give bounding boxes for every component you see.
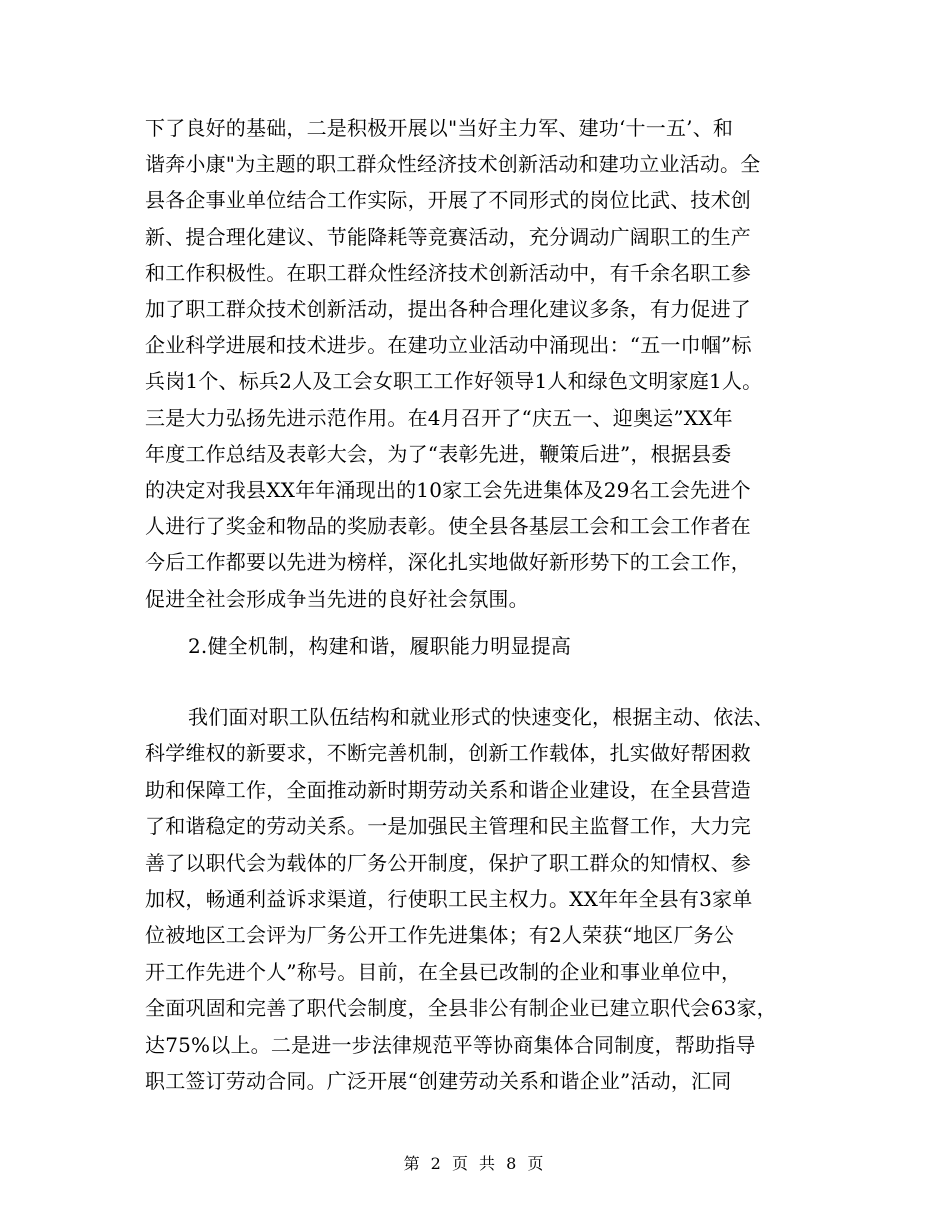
paragraph-line: 开工作先进个人”称号。目前，在全县已改制的企业和事业单位中， [145, 959, 742, 984]
paragraph-line: 助和保障工作，全面推动新时期劳动关系和谐企业建设，在全县营造 [145, 777, 751, 802]
paragraph-line: 全面巩固和完善了职代会制度，全县非公有制企业已建立职代会63家， [145, 996, 777, 1021]
paragraph-line: 达75%以上。二是进一步法律规范平等协商集体合同制度，帮助指导 [145, 1032, 756, 1057]
paragraph-line: 县各企事业单位结合工作实际，开展了不同形式的岗位比武、技术创 [145, 188, 751, 213]
paragraph-line: 新、提合理化建议、节能降耗等竞赛活动，充分调动广阔职工的生产 [145, 224, 751, 249]
paragraph-line: 兵岗1个、标兵2人及工会女职工工作好领导1人和绿色文明家庭1人。 [145, 369, 763, 394]
page-footer: 第 2 页 共 8 页 [403, 1154, 547, 1173]
section-heading: 2.健全机制，构建和谐，履职能力明显提高 [188, 634, 572, 658]
paragraph-line: 和工作积极性。在职工群众性经济技术创新活动中，有千余名职工参 [145, 260, 751, 285]
paragraph-line: 今后工作都要以先进为榜样，深化扎实地做好新形势下的工会工作， [145, 550, 751, 575]
paragraph-line: 加权，畅通利益诉求渠道，行使职工民主权力。XX年年全县有3家单 [145, 887, 753, 911]
paragraph-line: 职工签订劳动合同。广泛开展“创建劳动关系和谐企业”活动，汇同 [145, 1069, 732, 1093]
paragraph-line: 科学维权的新要求，不断完善机制，创新工作载体，扎实做好帮困救 [145, 741, 751, 766]
paragraph-line: 的决定对我县XX年年涌现出的10家工会先进集体及29名工会先进个 [145, 478, 751, 502]
paragraph-line: 下了良好的基础，二是积极开展以"当好主力军、建功‘十一五’、和 [145, 116, 734, 140]
paragraph-line: 谐奔小康"为主题的职工群众性经济技术创新活动和建功立业活动。全 [145, 152, 761, 177]
paragraph-line: 企业科学进展和技术进步。在建功立业活动中涌现出：“五一巾帼”标 [145, 333, 752, 358]
paragraph-line: 促进全社会形成争当先进的良好社会氛围。 [145, 586, 529, 611]
paragraph-line: 加了职工群众技术创新活动，提出各种合理化建议多条，有力促进了 [145, 297, 751, 321]
paragraph-line: 年度工作总结及表彰大会，为了“表彰先进，鞭策后进”，根据县委 [145, 441, 732, 466]
paragraph-line: 位被地区工会评为厂务公开工作先进集体；有2人荣获“地区厂务公 [145, 923, 734, 948]
paragraph-line: 善了以职代会为载体的厂务公开制度，保护了职工群众的知情权、参 [145, 850, 751, 875]
paragraph-line: 我们面对职工队伍结构和就业形式的快速变化，根据主动、依法、 [188, 705, 774, 729]
paragraph-line: 三是大力弘扬先进示范作用。在4月召开了“庆五一、迎奥运”XX年 [145, 405, 733, 430]
paragraph-line: 人进行了奖金和物品的奖励表彰。使全县各基层工会和工会工作者在 [145, 514, 751, 539]
paragraph-line: 了和谐稳定的劳动关系。一是加强民主管理和民主监督工作，大力完 [145, 814, 751, 839]
